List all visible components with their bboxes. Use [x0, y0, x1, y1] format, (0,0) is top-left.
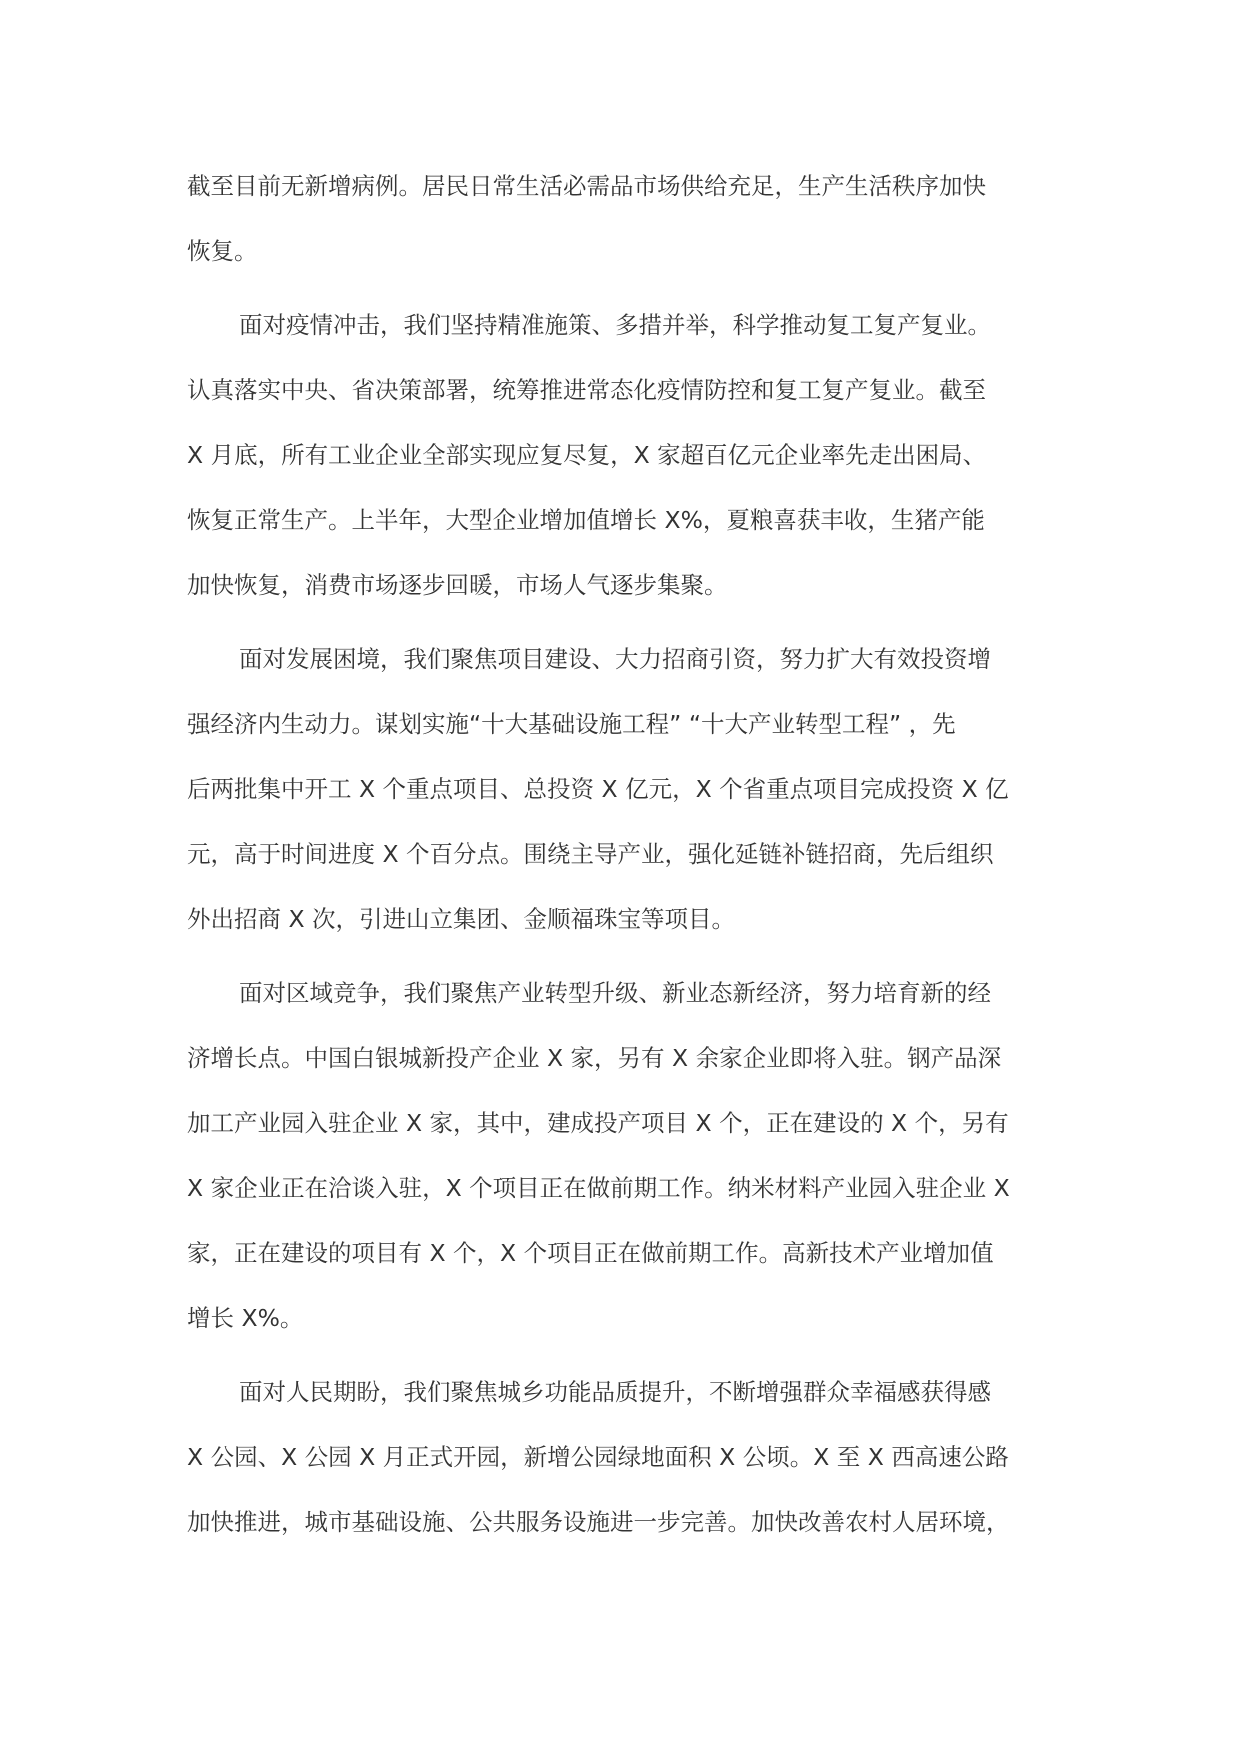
text-line: 加工产业园入驻企业 X 家，其中，建成投产项目 X 个，正在建设的 X 个，另有 — [187, 1109, 1009, 1137]
text-line: 强经济内生动力。谋划实施“十大基础设施工程” “十大产业转型工程” ，先 — [187, 710, 956, 738]
paragraph-first-line: 面对区域竞争，我们聚焦产业转型升级、新业态新经济，努力培育新的经 — [239, 979, 991, 1007]
text-line: 增长 X%。 — [187, 1304, 304, 1332]
text-line: 济增长点。中国白银城新投产企业 X 家，另有 X 余家企业即将入驻。钢产品深 — [187, 1044, 1002, 1072]
text-line: 恢复正常生产。上半年，大型企业增加值增长 X%，夏粮喜获丰收，生猪产能 — [187, 506, 985, 534]
paragraph-first-line: 面对疫情冲击，我们坚持精准施策、多措并举，科学推动复工复产复业。 — [239, 311, 991, 339]
text-line: X 公园、X 公园 X 月正式开园，新增公园绿地面积 X 公顷。X 至 X 西高速公路 — [187, 1443, 1009, 1471]
text-line: 截至目前无新增病例。居民日常生活必需品市场供给充足，生产生活秩序加快 — [187, 172, 986, 200]
text-line: X 月底，所有工业企业全部实现应复尽复，X 家超百亿元企业率先走出困局、 — [187, 441, 987, 469]
text-line: 恢复。 — [187, 237, 258, 265]
text-line: 家，正在建设的项目有 X 个，X 个项目正在做前期工作。高新技术产业增加值 — [187, 1239, 994, 1267]
text-line: 加快推进，城市基础设施、公共服务设施进一步完善。加快改善农村人居环境， — [187, 1508, 1010, 1536]
text-line: X 家企业正在洽谈入驻，X 个项目正在做前期工作。纳米材料产业园入驻企业 X — [187, 1174, 1010, 1202]
text-line: 认真落实中央、省决策部署，统筹推进常态化疫情防控和复工复产复业。截至 — [187, 376, 986, 404]
text-line: 元，高于时间进度 X 个百分点。围绕主导产业，强化延链补链招商，先后组织 — [187, 840, 994, 868]
text-line: 加快恢复，消费市场逐步回暖，市场人气逐步集聚。 — [187, 571, 728, 599]
text-line: 外出招商 X 次，引进山立集团、金顺福珠宝等项目。 — [187, 905, 736, 933]
paragraph-first-line: 面对人民期盼，我们聚焦城乡功能品质提升，不断增强群众幸福感获得感 — [239, 1378, 991, 1406]
paragraph-first-line: 面对发展困境，我们聚焦项目建设、大力招商引资，努力扩大有效投资增 — [239, 645, 991, 673]
text-line: 后两批集中开工 X 个重点项目、总投资 X 亿元，X 个省重点项目完成投资 X 亿 — [187, 775, 1009, 803]
body-text — [187, 170, 1057, 1571]
